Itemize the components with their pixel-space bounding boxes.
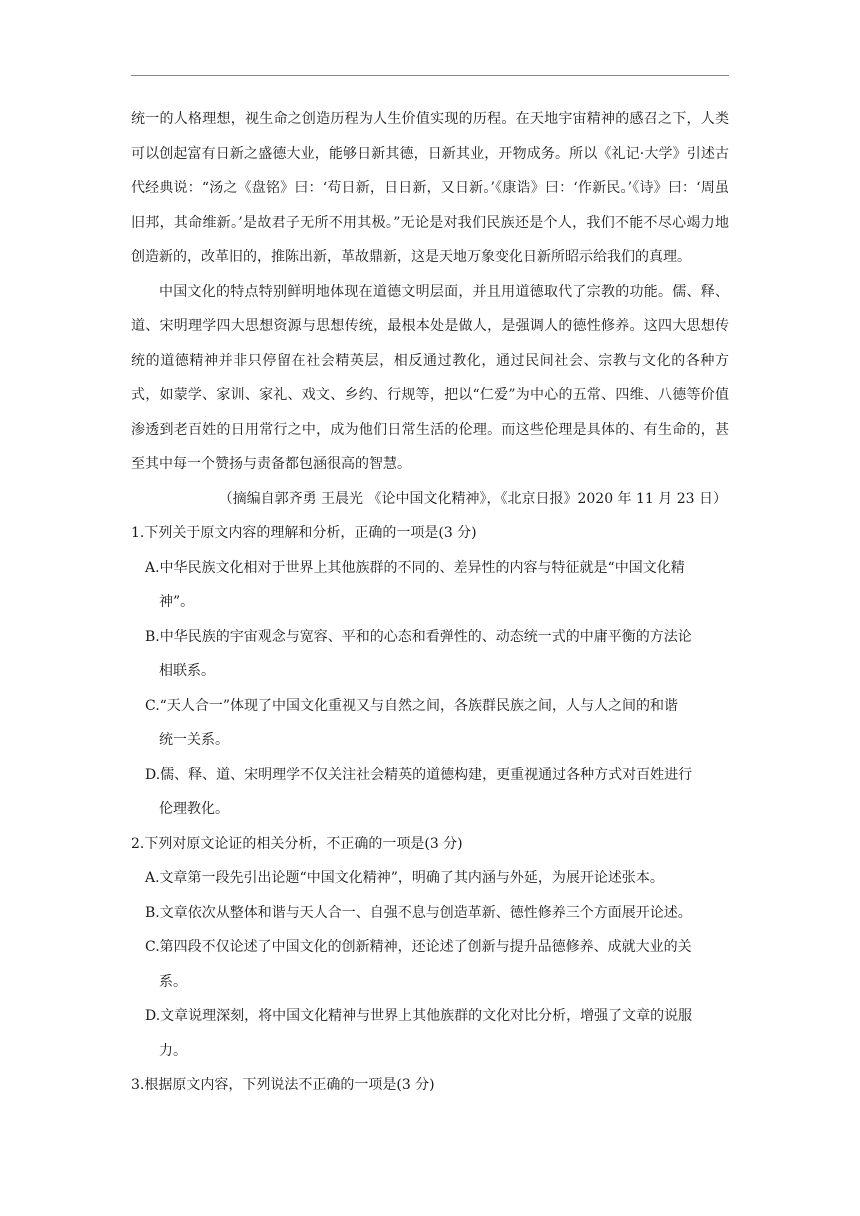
option-text-continued: 相联系。 [159, 663, 215, 679]
option-text: B.文章依次从整体和谐与天人合一、自强不息与创造革新、德性修养三个方面展开论述。 [145, 904, 692, 921]
option-text-continued: 系。 [159, 973, 187, 990]
option-c[interactable] [131, 930, 729, 999]
passage-paragraph-2: 中国文化的特点特别鲜明地体现在道德文明层面，并且用道德取代了宗教的功能。儒、释、道、宋明理学四大思想资源与思想传统，最根本处是做人，是强调人的德性修养。这四大思想传统的道德精神并非只停留在社会精英层，相反通过教化，通过民间社会、宗教与文化的各种方式，如蒙学、家训、家礼、戏文、乡约、行规等，把以“仁爱”为中心的五常、四维、八德等价值渗透到老百姓的日用常行之中，成为他们日常生活的伦理。而这些伦理是具体的、有生命的，甚至其中每一个赞扬与责备都包涵很高的智慧。 [131, 283, 729, 472]
option-text: A.中华民族文化相对于世界上其他族群的不同的、差异性的内容与特征就是“中国文化精 [145, 559, 685, 576]
option-text: B.中华民族的宇宙观念与宽容、平和的心态和看弹性的、动态统一式的中庸平衡的方法论 [145, 628, 692, 645]
option-text-continued: 力。 [159, 1042, 187, 1059]
option-text-continued: 伦理教化。 [159, 801, 229, 817]
option-text: C.第四段不仅论述了中国文化的创新精神，还论述了创新与提升品德修养、成就大业的关 [145, 939, 692, 955]
option-text: C.“天人合一”体现了中国文化重视又与自然之间，各族群民族之间，人与人之间的和谐 [145, 697, 678, 714]
option-text: D.儒、释、道、宋明理学不仅关注社会精英的道德构建，更重视通过各种方式对百姓进行 [145, 766, 693, 783]
question-3 [131, 1068, 729, 1103]
document-body [131, 102, 729, 1103]
option-text-continued: 统一关系。 [159, 732, 229, 748]
question-2 [131, 827, 729, 1069]
option-text: A.文章第一段先引出论题“中国文化精神”，明确了其内涵与外延，为展开论述张本。 [145, 870, 664, 886]
question-stem: 1.下列关于原文内容的理解和分析，正确的一项是(3 分) [131, 525, 477, 541]
option-a[interactable] [131, 551, 729, 620]
option-b[interactable] [131, 896, 729, 931]
option-a[interactable] [131, 861, 729, 896]
option-text: D.文章说理深刻，将中国文化精神与世界上其他族群的文化对比分析，增强了文章的说服 [145, 1008, 693, 1024]
option-c[interactable] [131, 689, 729, 758]
option-b[interactable] [131, 620, 729, 689]
source-citation: （摘编自郭齐勇 王晨光 《论中国文化精神》，《北京日报》2020 年 11 月 23 日） [218, 490, 727, 507]
question-1 [131, 516, 729, 827]
header-rule [131, 75, 729, 76]
option-d[interactable] [131, 999, 729, 1068]
question-stem: 2.下列对原文论证的相关分析，不正确的一项是(3 分) [131, 835, 463, 852]
option-d[interactable] [131, 758, 729, 827]
option-text-continued: 神”。 [159, 594, 195, 610]
question-stem: 3.根据原文内容，下列说法不正确的一项是(3 分) [131, 1077, 435, 1093]
passage-paragraph-1: 统一的人格理想，视生命之创造历程为人生价值实现的历程。在天地宇宙精神的感召之下，人类可以创起富有日新之盛德大业，能够日新其德，日新其业，开物成务。所以《礼记·大学》引述古代经典说：“汤之《盘铭》曰：‘苟日新，日日新，又日新。’《康诰》曰：‘作新民。’《诗》曰：‘周虽旧邦，其命维新。’是故君子无所不用其极。”无论是对我们民族还是个人，我们不能不尽心竭力地创造新的，改革旧的，推陈出新，革故鼎新，这是天地万象变化日新所昭示给我们的真理。 [131, 111, 729, 265]
